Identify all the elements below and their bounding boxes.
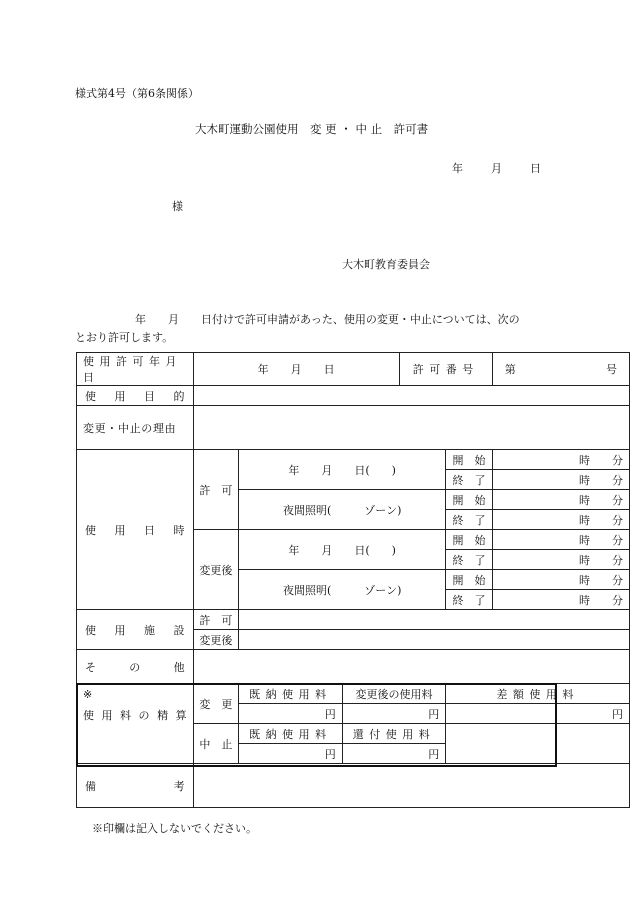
reason-value[interactable] <box>193 406 629 450</box>
time-field[interactable]: 時 分 <box>492 470 629 490</box>
facility-permit-label: 許 可 <box>193 610 239 630</box>
reason-label: 変更・中止の理由 <box>77 406 194 450</box>
remarks-value[interactable] <box>193 764 629 808</box>
other-value[interactable] <box>193 650 629 684</box>
start-label: 開 始 <box>446 490 492 510</box>
night-lighting-field[interactable]: 夜間照明( ゾーン) <box>239 570 446 610</box>
time-field[interactable]: 時 分 <box>492 590 629 610</box>
document-title: 大木町運動公園使用 変 更 ・ 中 止 許可書 <box>195 122 429 136</box>
end-label: 終 了 <box>446 550 492 570</box>
date-year: 年 <box>452 162 463 175</box>
time-field[interactable]: 時 分 <box>492 550 629 570</box>
remarks-label: 備 考 <box>77 764 194 808</box>
time-field[interactable]: 時 分 <box>492 570 629 590</box>
body-text-line1: 年 月 日付けで許可申請があった、使用の変更・中止については、次の <box>135 313 520 326</box>
fee-settlement-label: ※ 使 用 料 の 精 算 <box>77 684 194 764</box>
permit-date-value[interactable]: 年 月 日 <box>193 353 399 386</box>
facility-label: 使 用 施 設 <box>77 610 194 650</box>
permit-date-label: 使用許可年月日 <box>77 353 194 386</box>
fee-change-label: 変 更 <box>193 684 239 724</box>
changed-section-label: 変更後 <box>193 530 239 610</box>
start-label: 開 始 <box>446 570 492 590</box>
facility-changed-value[interactable] <box>239 630 630 650</box>
time-field[interactable]: 時 分 <box>492 530 629 550</box>
refund-fee-value[interactable]: 円 <box>342 744 446 764</box>
permit-date-fields[interactable]: 年 月 日( ) <box>239 450 446 490</box>
diff-fee-header: 差額使用料 <box>446 684 630 704</box>
fee-mark: ※ <box>83 688 93 701</box>
issuer-name: 大木町教育委員会 <box>342 258 430 271</box>
fee-cancel-label: 中 止 <box>193 724 239 764</box>
addressee-suffix: 様 <box>172 200 183 213</box>
purpose-label: 使 用 目 的 <box>77 386 194 406</box>
footer-note: ※印欄は記入しないでください。 <box>92 822 257 835</box>
paid-fee-value[interactable]: 円 <box>239 704 343 724</box>
end-label: 終 了 <box>446 510 492 530</box>
purpose-value[interactable] <box>193 386 629 406</box>
body-text-line2: とおり許可します。 <box>75 331 174 344</box>
diff-fee-value[interactable]: 円 <box>446 704 630 724</box>
cancel-blank <box>446 724 630 764</box>
end-label: 終 了 <box>446 590 492 610</box>
changed-fee-value[interactable]: 円 <box>342 704 446 724</box>
permit-table <box>76 352 630 808</box>
paid-fee-header: 既納使用料 <box>239 724 343 744</box>
facility-permit-value[interactable] <box>239 610 630 630</box>
paid-fee-header: 既納使用料 <box>239 684 343 704</box>
permit-section-label: 許 可 <box>193 450 239 530</box>
end-label: 終 了 <box>446 470 492 490</box>
changed-date-fields[interactable]: 年 月 日( ) <box>239 530 446 570</box>
issue-date <box>452 160 541 176</box>
changed-fee-header: 変更後の使用料 <box>342 684 446 704</box>
date-day: 日 <box>530 162 541 175</box>
start-label: 開 始 <box>446 450 492 470</box>
permit-number-label: 許可番号 <box>399 353 492 386</box>
time-field[interactable]: 時 分 <box>492 450 629 470</box>
permit-number-value[interactable]: 第 号 <box>492 353 629 386</box>
night-lighting-field[interactable]: 夜間照明( ゾーン) <box>239 490 446 530</box>
paid-fee-value[interactable]: 円 <box>239 744 343 764</box>
form-number: 様式第4号（第6条関係） <box>75 87 199 100</box>
facility-changed-label: 変更後 <box>193 630 239 650</box>
date-month: 月 <box>491 162 502 175</box>
start-label: 開 始 <box>446 530 492 550</box>
refund-fee-header: 還付使用料 <box>342 724 446 744</box>
time-field[interactable]: 時 分 <box>492 510 629 530</box>
time-field[interactable]: 時 分 <box>492 490 629 510</box>
other-label: そ の 他 <box>77 650 194 684</box>
usage-datetime-label: 使 用 日 時 <box>77 450 194 610</box>
